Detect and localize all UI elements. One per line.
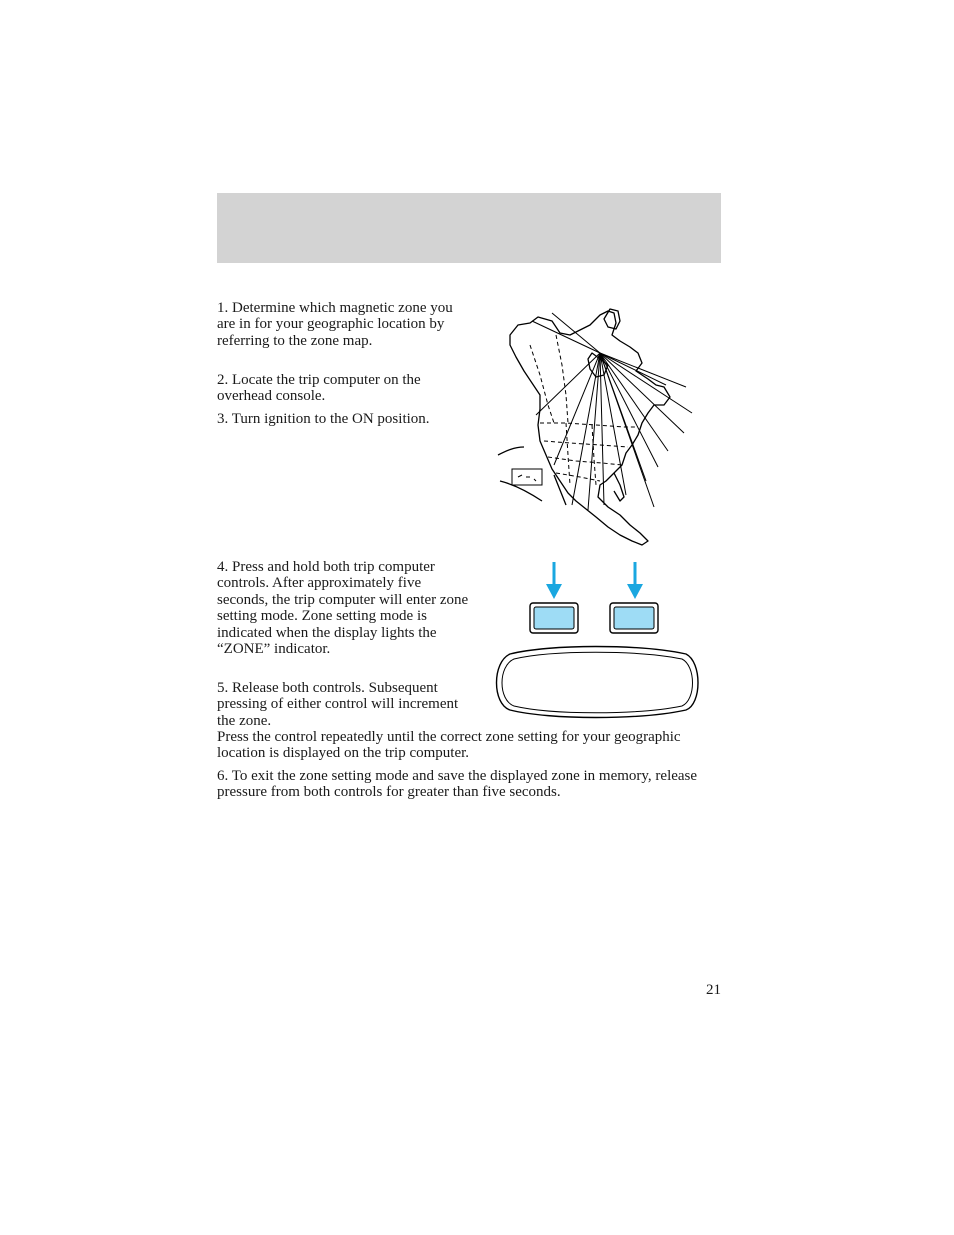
trip-computer-illustration [490, 558, 704, 720]
down-arrow-icon [546, 562, 562, 599]
page-number: 21 [706, 982, 721, 998]
trip-computer-button-left [530, 603, 578, 633]
step-5-continued-text: Press the control repeatedly until the correct zone setting for your geographic location is displayed on the trip computer. [217, 729, 681, 762]
step-6-text: 6. To exit the zone setting mode and save the displayed zone in memory, release pressure from both controls for greater than five seconds. [217, 768, 698, 801]
continent-outline [510, 311, 670, 545]
trip-computer-display [497, 647, 699, 718]
step-4-text: 4. Press and hold both trip computer controls. After approximately five seconds, the trip computer will enter zone setting mode. Zone setting mode is indicated when the display lights the “ZONE” indicator. [217, 559, 469, 658]
step-5-text: 5. Release both controls. Subsequent pressing of either control will increment the zone. [217, 680, 459, 729]
header-band [217, 193, 721, 263]
step-1-text: 1. Determine which magnetic zone you are in for your geographic location by referring to the zone map. [217, 300, 453, 349]
step-3-text: 3. Turn ignition to the ON position. [217, 411, 430, 427]
zone-map-illustration [496, 305, 696, 550]
down-arrow-icon [627, 562, 643, 599]
trip-computer-button-right [610, 603, 658, 633]
step-2-text: 2. Locate the trip computer on the overhead console. [217, 372, 421, 405]
